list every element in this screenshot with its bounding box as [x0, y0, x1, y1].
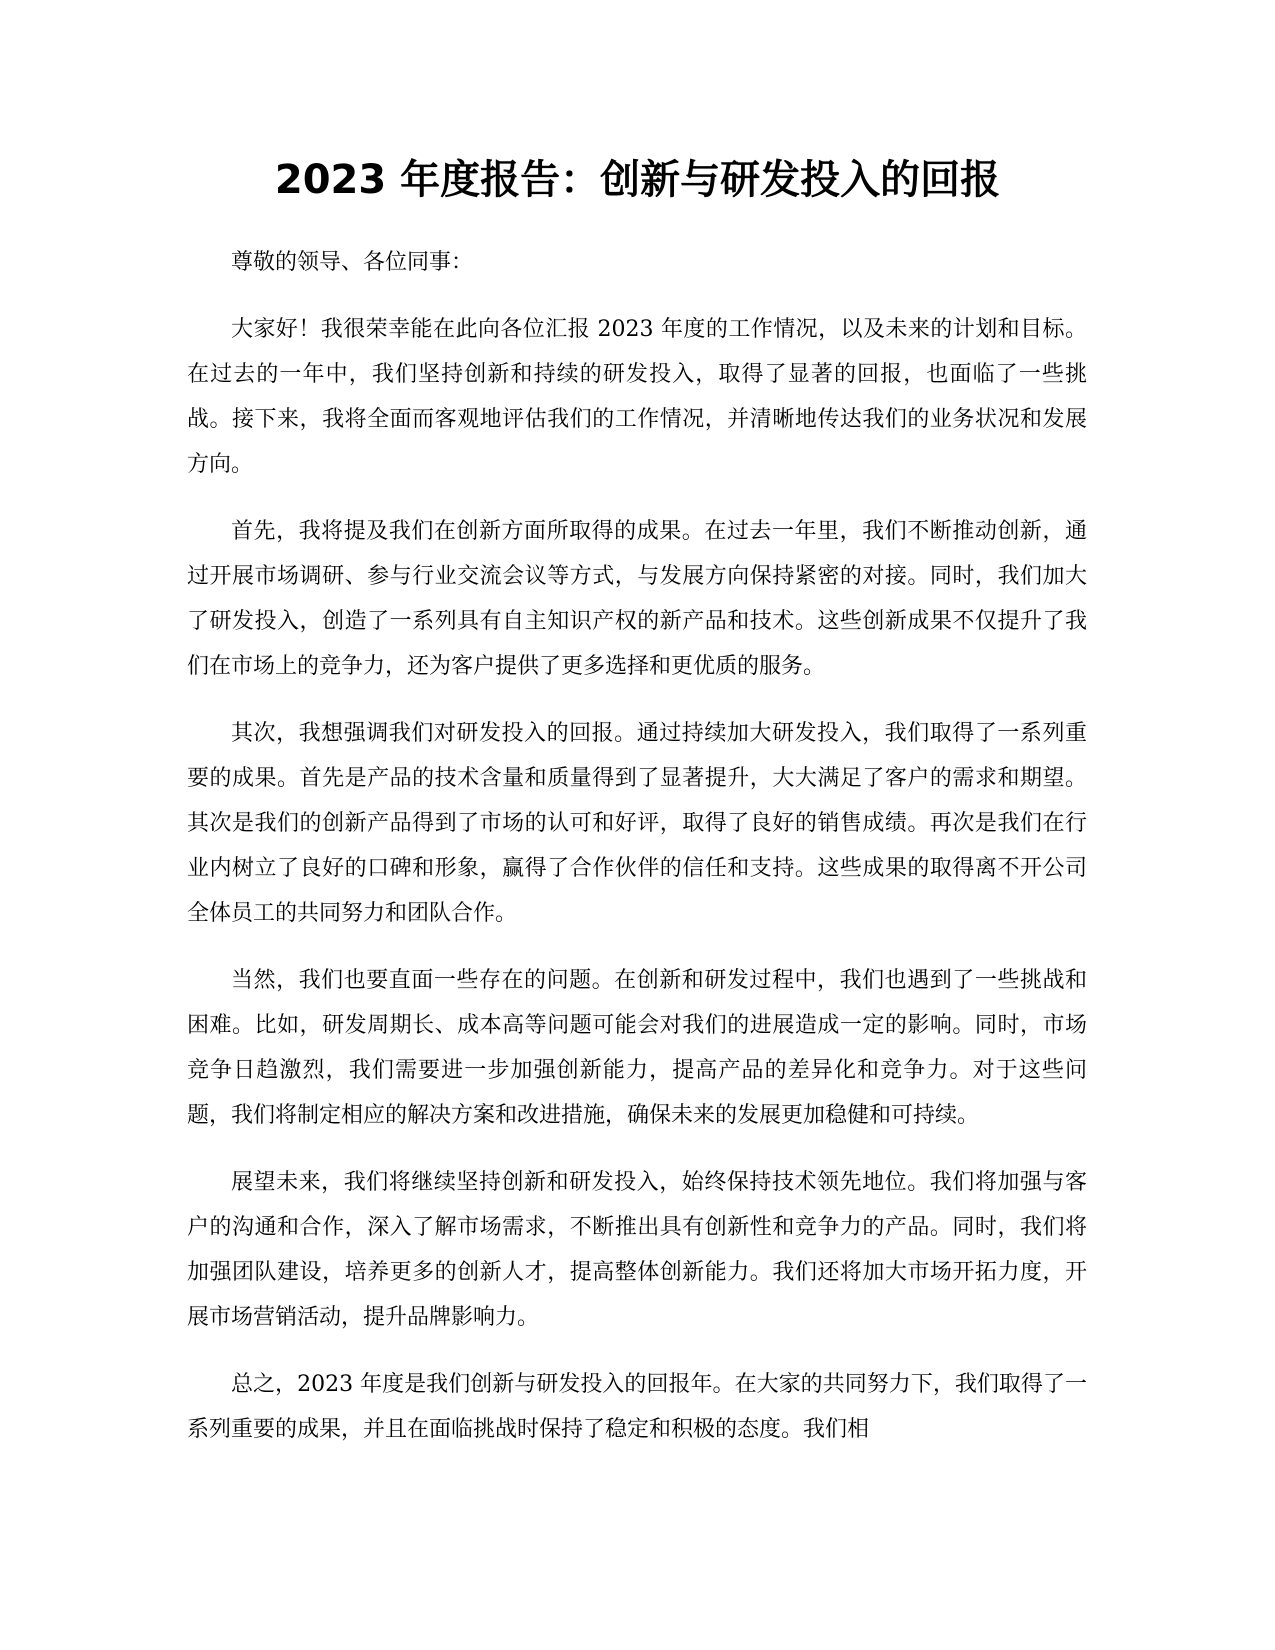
paragraph-intro: 大家好！我很荣幸能在此向各位汇报 2023 年度的工作情况，以及未来的计划和目标。在过去的一年中，我们坚持创新和持续的研发投入，取得了显著的回报，也面临了一些挑战。接下来，我将全面而客观地评估我们的工作情况，并清晰地传达我们的业务状况和发展方向。: [187, 317, 1087, 477]
paragraph-challenges: 当然，我们也要直面一些存在的问题。在创新和研发过程中，我们也遇到了一些挑战和困难。比如，研发周期长、成本高等问题可能会对我们的进展造成一定的影响。同时，市场竞争日趋激烈，我们需要进一步加强创新能力，提高产品的差异化和竞争力。对于这些问题，我们将制定相应的解决方案和改进措施，确保未来的发展更加稳健和可持续。: [187, 968, 1087, 1128]
document-title: 2023 年度报告：创新与研发投入的回报: [274, 157, 1001, 203]
paragraph-rd-returns: 其次，我想强调我们对研发投入的回报。通过持续加大研发投入，我们取得了一系列重要的成果。首先是产品的技术含量和质量得到了显著提升，大大满足了客户的需求和期望。其次是我们的创新产品得到了市场的认可和好评，取得了良好的销售成绩。再次是我们在行业内树立了良好的口碑和形象，赢得了合作伙伴的信任和支持。这些成果的取得离不开公司全体员工的共同努力和团队合作。: [187, 721, 1087, 926]
paragraph-conclusion: 总之，2023 年度是我们创新与研发投入的回报年。在大家的共同努力下，我们取得了一系列重要的成果，并且在面临挑战时保持了稳定和积极的态度。我们相: [187, 1372, 1087, 1442]
paragraph-innovation: 首先，我将提及我们在创新方面所取得的成果。在过去一年里，我们不断推动创新，通过开展市场调研、参与行业交流会议等方式，与发展方向保持紧密的对接。同时，我们加大了研发投入，创造了一系列具有自主知识产权的新产品和技术。这些创新成果不仅提升了我们在市场上的竞争力，还为客户提供了更多选择和更优质的服务。: [187, 519, 1087, 679]
paragraph-outlook: 展望未来，我们将继续坚持创新和研发投入，始终保持技术领先地位。我们将加强与客户的沟通和合作，深入了解市场需求，不断推出具有创新性和竞争力的产品。同时，我们将加强团队建设，培养更多的创新人才，提高整体创新能力。我们还将加大市场开拓力度，开展市场营销活动，提升品牌影响力。: [187, 1170, 1087, 1330]
document-body: [187, 240, 1087, 1474]
salutation: 尊敬的领导、各位同事：: [231, 250, 474, 275]
